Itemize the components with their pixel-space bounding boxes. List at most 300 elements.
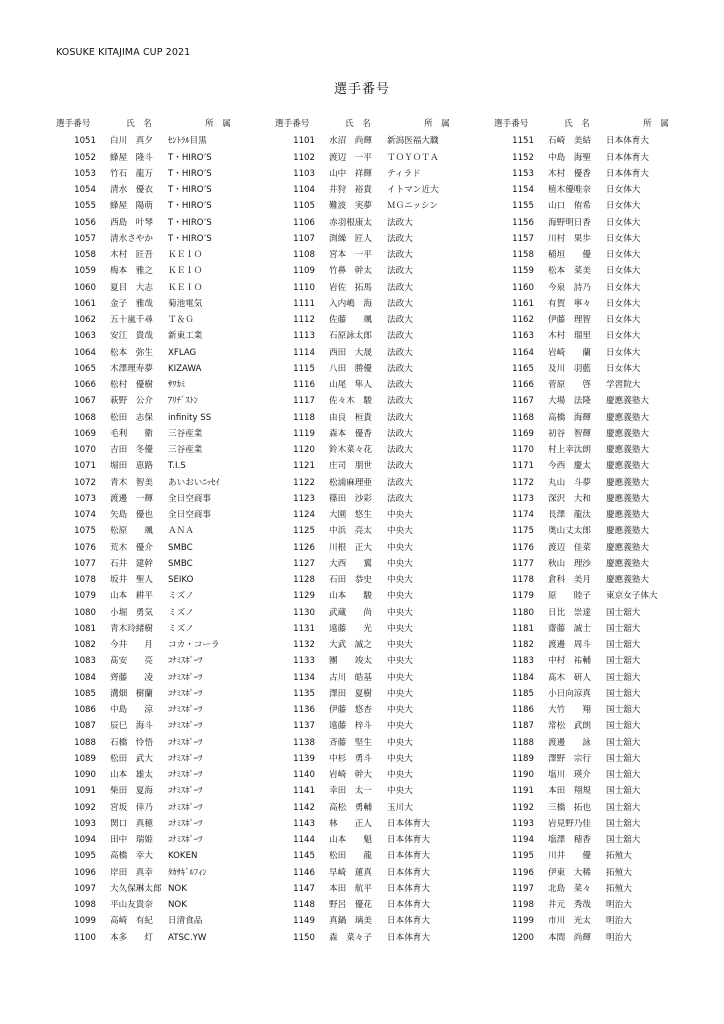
entry-affiliation: XFLAG <box>168 347 197 358</box>
entry-number: 1108 <box>293 250 315 260</box>
entry-affiliation: 国士舘大 <box>606 770 641 780</box>
entry-affiliation: 全日空商事 <box>168 493 211 504</box>
entry-name: 中杉 勇斗 <box>329 753 372 764</box>
entry-name: 松原 颯 <box>110 526 153 537</box>
entry-affiliation: 国士舘大 <box>606 656 641 667</box>
entry-row <box>494 670 706 686</box>
entry-affiliation: 慶應義塾大 <box>606 445 649 455</box>
entry-number: 1164 <box>512 347 534 358</box>
entry-name: 石田 恭史 <box>329 575 372 585</box>
entry-name: 小日向涼真 <box>548 688 591 699</box>
entry-name: 斉藤 堅生 <box>329 737 372 748</box>
entry-affiliation: KOKEN <box>168 851 198 862</box>
entry-number: 1145 <box>293 851 315 862</box>
entry-name: 石井 建幹 <box>110 558 153 569</box>
entry-affiliation: SMBC <box>168 542 193 553</box>
entry-name: 丸山 斗夢 <box>548 477 591 488</box>
entry-affiliation: 中央大 <box>387 510 413 520</box>
entry-name: 金子 雅哉 <box>110 298 153 309</box>
entry-name: 松村 優樹 <box>110 380 153 390</box>
entry-number: 1081 <box>74 623 96 634</box>
entry-number: 1182 <box>512 640 534 650</box>
entry-number: 1187 <box>512 721 534 732</box>
entry-row <box>494 556 706 572</box>
entry-affiliation: 中央大 <box>387 623 413 634</box>
entry-number: 1130 <box>293 607 315 618</box>
entry-number: 1054 <box>74 185 96 195</box>
document-header: KOSUKE KITAJIMA CUP 2021 <box>56 47 191 58</box>
entry-row <box>275 247 487 263</box>
entry-affiliation: 新東工業 <box>168 331 203 342</box>
entry-name: 三橋 拓也 <box>548 802 591 813</box>
entry-number: 1079 <box>74 591 96 602</box>
entry-affiliation: 国士舘大 <box>606 802 641 813</box>
entry-affiliation: 法政大 <box>387 363 413 374</box>
entry-affiliation: ｺﾅﾐｽﾎﾟｰﾂ <box>168 737 203 748</box>
entry-row <box>275 621 487 637</box>
entry-number: 1092 <box>74 802 96 813</box>
entry-row <box>275 588 487 604</box>
entry-row <box>56 588 268 604</box>
entry-row <box>494 393 706 409</box>
entry-name: 高橋 海輝 <box>548 412 591 423</box>
entry-row <box>56 198 268 214</box>
entry-number: 1166 <box>512 380 534 390</box>
entry-affiliation: 日女体大 <box>606 347 641 358</box>
page-title: 選手番号 <box>333 82 390 97</box>
entry-affiliation: 法政大 <box>387 233 413 244</box>
entry-name: 萩野 公介 <box>110 396 153 407</box>
entry-affiliation: ｾﾝﾄﾗﾙ目黒 <box>168 136 207 147</box>
entry-number: 1126 <box>293 542 315 553</box>
entry-name: 清水 優衣 <box>110 185 153 195</box>
entry-row <box>275 280 487 296</box>
entry-affiliation: 日本体育大 <box>387 916 430 927</box>
entry-row <box>494 832 706 848</box>
entry-number: 1162 <box>512 315 534 325</box>
entry-affiliation: T・HIRO’S <box>168 217 212 228</box>
entry-number: 1198 <box>512 900 534 910</box>
entry-name: 西田 大晟 <box>329 347 372 358</box>
entry-name: 溝畑 樹蘭 <box>110 688 153 699</box>
entry-name: 荒木 優介 <box>110 542 153 553</box>
header-number: 選手番号 <box>494 119 529 129</box>
entry-number: 1115 <box>293 363 315 374</box>
entry-name: 井狩 裕貴 <box>329 185 372 195</box>
entry-row <box>56 523 268 539</box>
entry-row <box>56 718 268 734</box>
entry-row <box>494 735 706 751</box>
entry-row <box>494 426 706 442</box>
entry-name: 岩佐 拓馬 <box>329 282 372 293</box>
entry-name: 山本 魁 <box>329 835 372 845</box>
entry-row <box>56 865 268 881</box>
entry-affiliation: 慶應義塾大 <box>606 575 649 585</box>
entry-affiliation: 中央大 <box>387 737 413 748</box>
entry-affiliation: 明治大 <box>606 932 632 943</box>
entry-name: 庄司 朋世 <box>329 461 372 472</box>
entry-name: 常松 武朗 <box>548 721 591 732</box>
entry-name: 山口 侑希 <box>548 201 591 212</box>
entry-number: 1067 <box>74 396 96 407</box>
entry-number: 1072 <box>74 477 96 488</box>
entry-number: 1133 <box>293 656 315 667</box>
entry-affiliation: 日本体育大 <box>387 932 430 943</box>
entry-number: 1070 <box>74 445 96 455</box>
entry-affiliation: 法政大 <box>387 380 413 390</box>
entry-row <box>275 881 487 897</box>
entry-row <box>494 361 706 377</box>
entry-row <box>56 393 268 409</box>
entry-number: 1161 <box>512 298 534 309</box>
entry-name: 小堀 勇気 <box>110 607 153 618</box>
entry-name: 澤野 宗行 <box>548 753 591 764</box>
entry-name: 井元 秀哉 <box>548 900 591 910</box>
entry-row <box>56 767 268 783</box>
entry-row <box>275 133 487 149</box>
entry-name: 水沼 尚輝 <box>329 136 372 147</box>
entry-affiliation: 法政大 <box>387 347 413 358</box>
entry-name: 今西 慶太 <box>548 461 591 472</box>
entry-column-2 <box>275 116 487 946</box>
entry-row <box>275 491 487 507</box>
entry-number: 1149 <box>293 916 315 927</box>
entry-row <box>56 702 268 718</box>
entry-name: 矢島 優也 <box>110 510 153 520</box>
entry-name: 木村 優香 <box>548 168 591 179</box>
entry-row <box>56 848 268 864</box>
column-header <box>494 116 706 132</box>
header-name: 氏 名 <box>345 119 371 129</box>
entry-affiliation: T・HIRO’S <box>168 185 212 195</box>
entry-row <box>275 475 487 491</box>
entry-row <box>275 328 487 344</box>
entry-affiliation: 法政大 <box>387 331 413 342</box>
entry-number: 1186 <box>512 705 534 715</box>
entry-number: 1076 <box>74 542 96 553</box>
entry-number: 1170 <box>512 445 534 455</box>
entry-affiliation: 法政大 <box>387 282 413 293</box>
entry-name: 北島 菜々 <box>548 883 591 894</box>
entry-affiliation: 拓殖大 <box>606 883 632 894</box>
entry-row <box>275 605 487 621</box>
entry-number: 1082 <box>74 640 96 650</box>
entry-number: 1071 <box>74 461 96 472</box>
entry-row <box>56 345 268 361</box>
entry-number: 1058 <box>74 250 96 260</box>
entry-name: 有賀 寧々 <box>548 298 591 309</box>
entry-number: 1153 <box>512 168 534 179</box>
entry-number: 1193 <box>512 818 534 829</box>
entry-name: 木村 匠吾 <box>110 250 153 260</box>
entry-affiliation: 慶應義塾大 <box>606 558 649 569</box>
entry-affiliation: 学習院大 <box>606 380 641 390</box>
entry-affiliation: ｺﾅﾐｽﾎﾟｰﾂ <box>168 835 203 845</box>
entry-affiliation: 日女体大 <box>606 201 641 212</box>
entry-row <box>275 816 487 832</box>
entry-number: 1118 <box>293 412 315 423</box>
header-affiliation: 所 属 <box>424 119 450 129</box>
entry-row <box>56 263 268 279</box>
entry-row <box>275 702 487 718</box>
entry-name: 石原詠太郎 <box>329 331 372 342</box>
entry-number: 1063 <box>74 331 96 342</box>
entry-row <box>56 653 268 669</box>
entry-affiliation: ティラド <box>387 168 421 179</box>
entry-name: 長澤 龍汰 <box>548 510 591 520</box>
entry-rows <box>494 133 706 946</box>
entry-row <box>494 475 706 491</box>
entry-row <box>56 133 268 149</box>
entry-name: 市川 光太 <box>548 916 591 927</box>
entry-affiliation: 日本体育大 <box>387 818 430 829</box>
entry-name: 大武 誠之 <box>329 640 372 650</box>
entry-affiliation: 法政大 <box>387 493 413 504</box>
entry-row <box>494 263 706 279</box>
entry-affiliation: 中央大 <box>387 770 413 780</box>
entry-name: 青木玲緒樹 <box>110 623 153 634</box>
entry-name: 中島 涼 <box>110 705 153 715</box>
entry-number: 1129 <box>293 591 315 602</box>
entry-affiliation: 慶應義塾大 <box>606 428 649 439</box>
entry-affiliation: 日本体育大 <box>387 851 430 862</box>
entry-affiliation: 法政大 <box>387 266 413 277</box>
entry-number: 1190 <box>512 770 534 780</box>
entry-number: 1112 <box>293 315 315 325</box>
entry-row <box>494 800 706 816</box>
entry-row <box>275 767 487 783</box>
entry-name: 森 菜々子 <box>329 932 372 943</box>
entry-name: 伊藤 理智 <box>548 315 591 325</box>
entry-number: 1062 <box>74 315 96 325</box>
entry-number: 1101 <box>293 136 315 147</box>
entry-row <box>56 361 268 377</box>
entry-row <box>275 507 487 523</box>
entry-number: 1158 <box>512 250 534 260</box>
entry-row <box>275 263 487 279</box>
entry-name: 吉田 冬優 <box>110 445 153 455</box>
entry-row <box>56 913 268 929</box>
entry-number: 1163 <box>512 331 534 342</box>
entry-row <box>275 231 487 247</box>
entry-number: 1152 <box>512 152 534 163</box>
entry-affiliation: 新潟医福大職 <box>387 136 439 147</box>
entry-name: 伊東 大稀 <box>548 867 591 878</box>
entry-name: 松田 龍 <box>329 851 372 862</box>
entry-affiliation: 全日空商事 <box>168 510 211 520</box>
entry-number: 1083 <box>74 656 96 667</box>
entry-row <box>494 247 706 263</box>
entry-name: 白川 真夕 <box>110 136 153 147</box>
entry-row <box>275 800 487 816</box>
entry-number: 1117 <box>293 396 315 407</box>
entry-row <box>494 166 706 182</box>
entry-affiliation: ATSC.YW <box>168 932 207 943</box>
entry-number: 1124 <box>293 510 315 520</box>
entry-number: 1136 <box>293 705 315 715</box>
entry-row <box>494 182 706 198</box>
entry-number: 1060 <box>74 282 96 293</box>
entry-name: 辰巳 海斗 <box>110 721 153 732</box>
entry-row <box>275 572 487 588</box>
header-name: 氏 名 <box>126 119 152 129</box>
entry-row <box>494 865 706 881</box>
entry-rows <box>56 133 268 946</box>
entry-name: 岩見野乃佳 <box>548 818 591 829</box>
entry-affiliation: 法政大 <box>387 315 413 325</box>
entry-row <box>494 718 706 734</box>
entry-row <box>56 735 268 751</box>
entry-row <box>56 377 268 393</box>
entry-affiliation: 国士舘大 <box>606 623 641 634</box>
entry-row <box>56 442 268 458</box>
entry-number: 1057 <box>74 233 96 244</box>
entry-affiliation: 菊池電気 <box>168 298 203 309</box>
entry-affiliation: ＫＥＩＯ <box>168 266 203 277</box>
entry-number: 1128 <box>293 575 315 585</box>
entry-number: 1093 <box>74 818 96 829</box>
entry-affiliation: 日女体大 <box>606 233 641 244</box>
entry-row <box>494 312 706 328</box>
entry-row <box>275 637 487 653</box>
entry-affiliation: ＡＮＡ <box>168 526 194 537</box>
entry-name: 竹石 龍万 <box>110 168 153 179</box>
entry-row <box>56 312 268 328</box>
entry-affiliation: 中央大 <box>387 575 413 585</box>
entry-affiliation: ｺﾅﾐｽﾎﾟｰﾂ <box>168 802 203 813</box>
entry-affiliation: 東京女子体大 <box>606 591 658 602</box>
entry-affiliation: 中央大 <box>387 591 413 602</box>
entry-affiliation: 国士舘大 <box>606 835 641 845</box>
entry-affiliation: 明治大 <box>606 900 632 910</box>
entry-row <box>56 507 268 523</box>
entry-row <box>275 215 487 231</box>
entry-affiliation: 中央大 <box>387 753 413 764</box>
entry-number: 1178 <box>512 575 534 585</box>
entry-number: 1119 <box>293 428 315 439</box>
entry-name: 宮本 一平 <box>329 250 372 260</box>
entry-row <box>275 556 487 572</box>
entry-row <box>56 930 268 946</box>
entry-name: 難波 実夢 <box>329 201 372 212</box>
entry-name: 清水さやか <box>110 233 153 244</box>
entry-name: 木澤理寿夢 <box>110 363 153 374</box>
entry-affiliation: 中央大 <box>387 705 413 715</box>
entry-affiliation: 日本体育大 <box>387 835 430 845</box>
entry-number: 1100 <box>74 932 96 943</box>
entry-name: 澤田 夏樹 <box>329 688 372 699</box>
entry-row <box>275 166 487 182</box>
entry-name: 宮坂 倖乃 <box>110 802 153 813</box>
entry-affiliation: あいおいﾆｯｾｲ <box>168 477 220 488</box>
entry-number: 1087 <box>74 721 96 732</box>
entry-row <box>494 653 706 669</box>
entry-name: 今井 月 <box>110 640 153 650</box>
entry-name: 中村 祐輔 <box>548 656 591 667</box>
entry-name: 渡邊 詠 <box>548 737 591 748</box>
entry-row <box>275 523 487 539</box>
entry-number: 1197 <box>512 883 534 894</box>
entry-name: 稲垣 優 <box>548 250 591 260</box>
entry-affiliation: ｺﾅﾐｽﾎﾟｰﾂ <box>168 688 203 699</box>
entry-name: 本田 航平 <box>329 883 372 894</box>
entry-number: 1165 <box>512 363 534 374</box>
entry-affiliation: 中央大 <box>387 526 413 537</box>
entry-row <box>494 686 706 702</box>
entry-number: 1192 <box>512 802 534 813</box>
entry-number: 1131 <box>293 623 315 634</box>
entry-name: 團 竣太 <box>329 656 372 667</box>
entry-name: 安江 貴哉 <box>110 331 153 342</box>
entry-name: 山本 耕平 <box>110 591 153 602</box>
entry-name: 松本 菜美 <box>548 266 591 277</box>
entry-affiliation: ｺﾅﾐｽﾎﾟｰﾂ <box>168 656 203 667</box>
entry-row <box>56 247 268 263</box>
entry-name: 遠藤 光 <box>329 623 372 634</box>
entry-affiliation: 慶應義塾大 <box>606 461 649 472</box>
entry-number: 1169 <box>512 428 534 439</box>
entry-affiliation: 中央大 <box>387 542 413 553</box>
entry-affiliation: 日本体育大 <box>387 867 430 878</box>
entry-column-1 <box>56 116 268 946</box>
entry-number: 1171 <box>512 461 534 472</box>
entry-affiliation: 国士舘大 <box>606 672 641 683</box>
entry-name: 髙安 亮 <box>110 656 153 667</box>
entry-row <box>275 751 487 767</box>
entry-row <box>494 783 706 799</box>
entry-name: 今泉 詩乃 <box>548 282 591 293</box>
entry-row <box>494 198 706 214</box>
entry-name: 真鍋 璃美 <box>329 916 372 927</box>
entry-row <box>494 280 706 296</box>
entry-name: 遠藤 梓斗 <box>329 721 372 732</box>
entry-affiliation: NOK <box>168 883 187 894</box>
entry-affiliation: 慶應義塾大 <box>606 526 649 537</box>
entry-name: 高松 勇輔 <box>329 802 372 813</box>
entry-number: 1185 <box>512 688 534 699</box>
entry-rows <box>275 133 487 946</box>
entry-name: 木村 瑠里 <box>548 331 591 342</box>
entry-name: 村上幸汰朗 <box>548 445 591 455</box>
entry-row <box>494 621 706 637</box>
entry-row <box>56 881 268 897</box>
entry-affiliation: ＴＯＹＯＴＡ <box>387 152 439 163</box>
entry-name: 秋山 理沙 <box>548 558 591 569</box>
entry-number: 1150 <box>293 932 315 943</box>
entry-affiliation: 中央大 <box>387 656 413 667</box>
entry-number: 1104 <box>293 185 315 195</box>
entry-affiliation: 中央大 <box>387 672 413 683</box>
entry-affiliation: ミズノ <box>168 591 194 602</box>
entry-row <box>56 410 268 426</box>
entry-number: 1195 <box>512 851 534 862</box>
entry-name: 渡邊 周斗 <box>548 640 591 650</box>
entry-name: 五十嵐千尋 <box>110 315 153 325</box>
entry-column-3 <box>494 116 706 946</box>
entry-number: 1127 <box>293 558 315 569</box>
entry-number: 1200 <box>512 932 534 943</box>
entry-row <box>494 881 706 897</box>
entry-affiliation: SEIKO <box>168 575 194 585</box>
entry-name: 奥山丈太郎 <box>548 526 591 537</box>
entry-affiliation: 中央大 <box>387 640 413 650</box>
entry-row <box>56 182 268 198</box>
entry-affiliation: 法政大 <box>387 396 413 407</box>
entry-affiliation: 日女体大 <box>606 282 641 293</box>
entry-affiliation: infinity SS <box>168 412 212 423</box>
entry-row <box>275 686 487 702</box>
entry-row <box>494 588 706 604</box>
